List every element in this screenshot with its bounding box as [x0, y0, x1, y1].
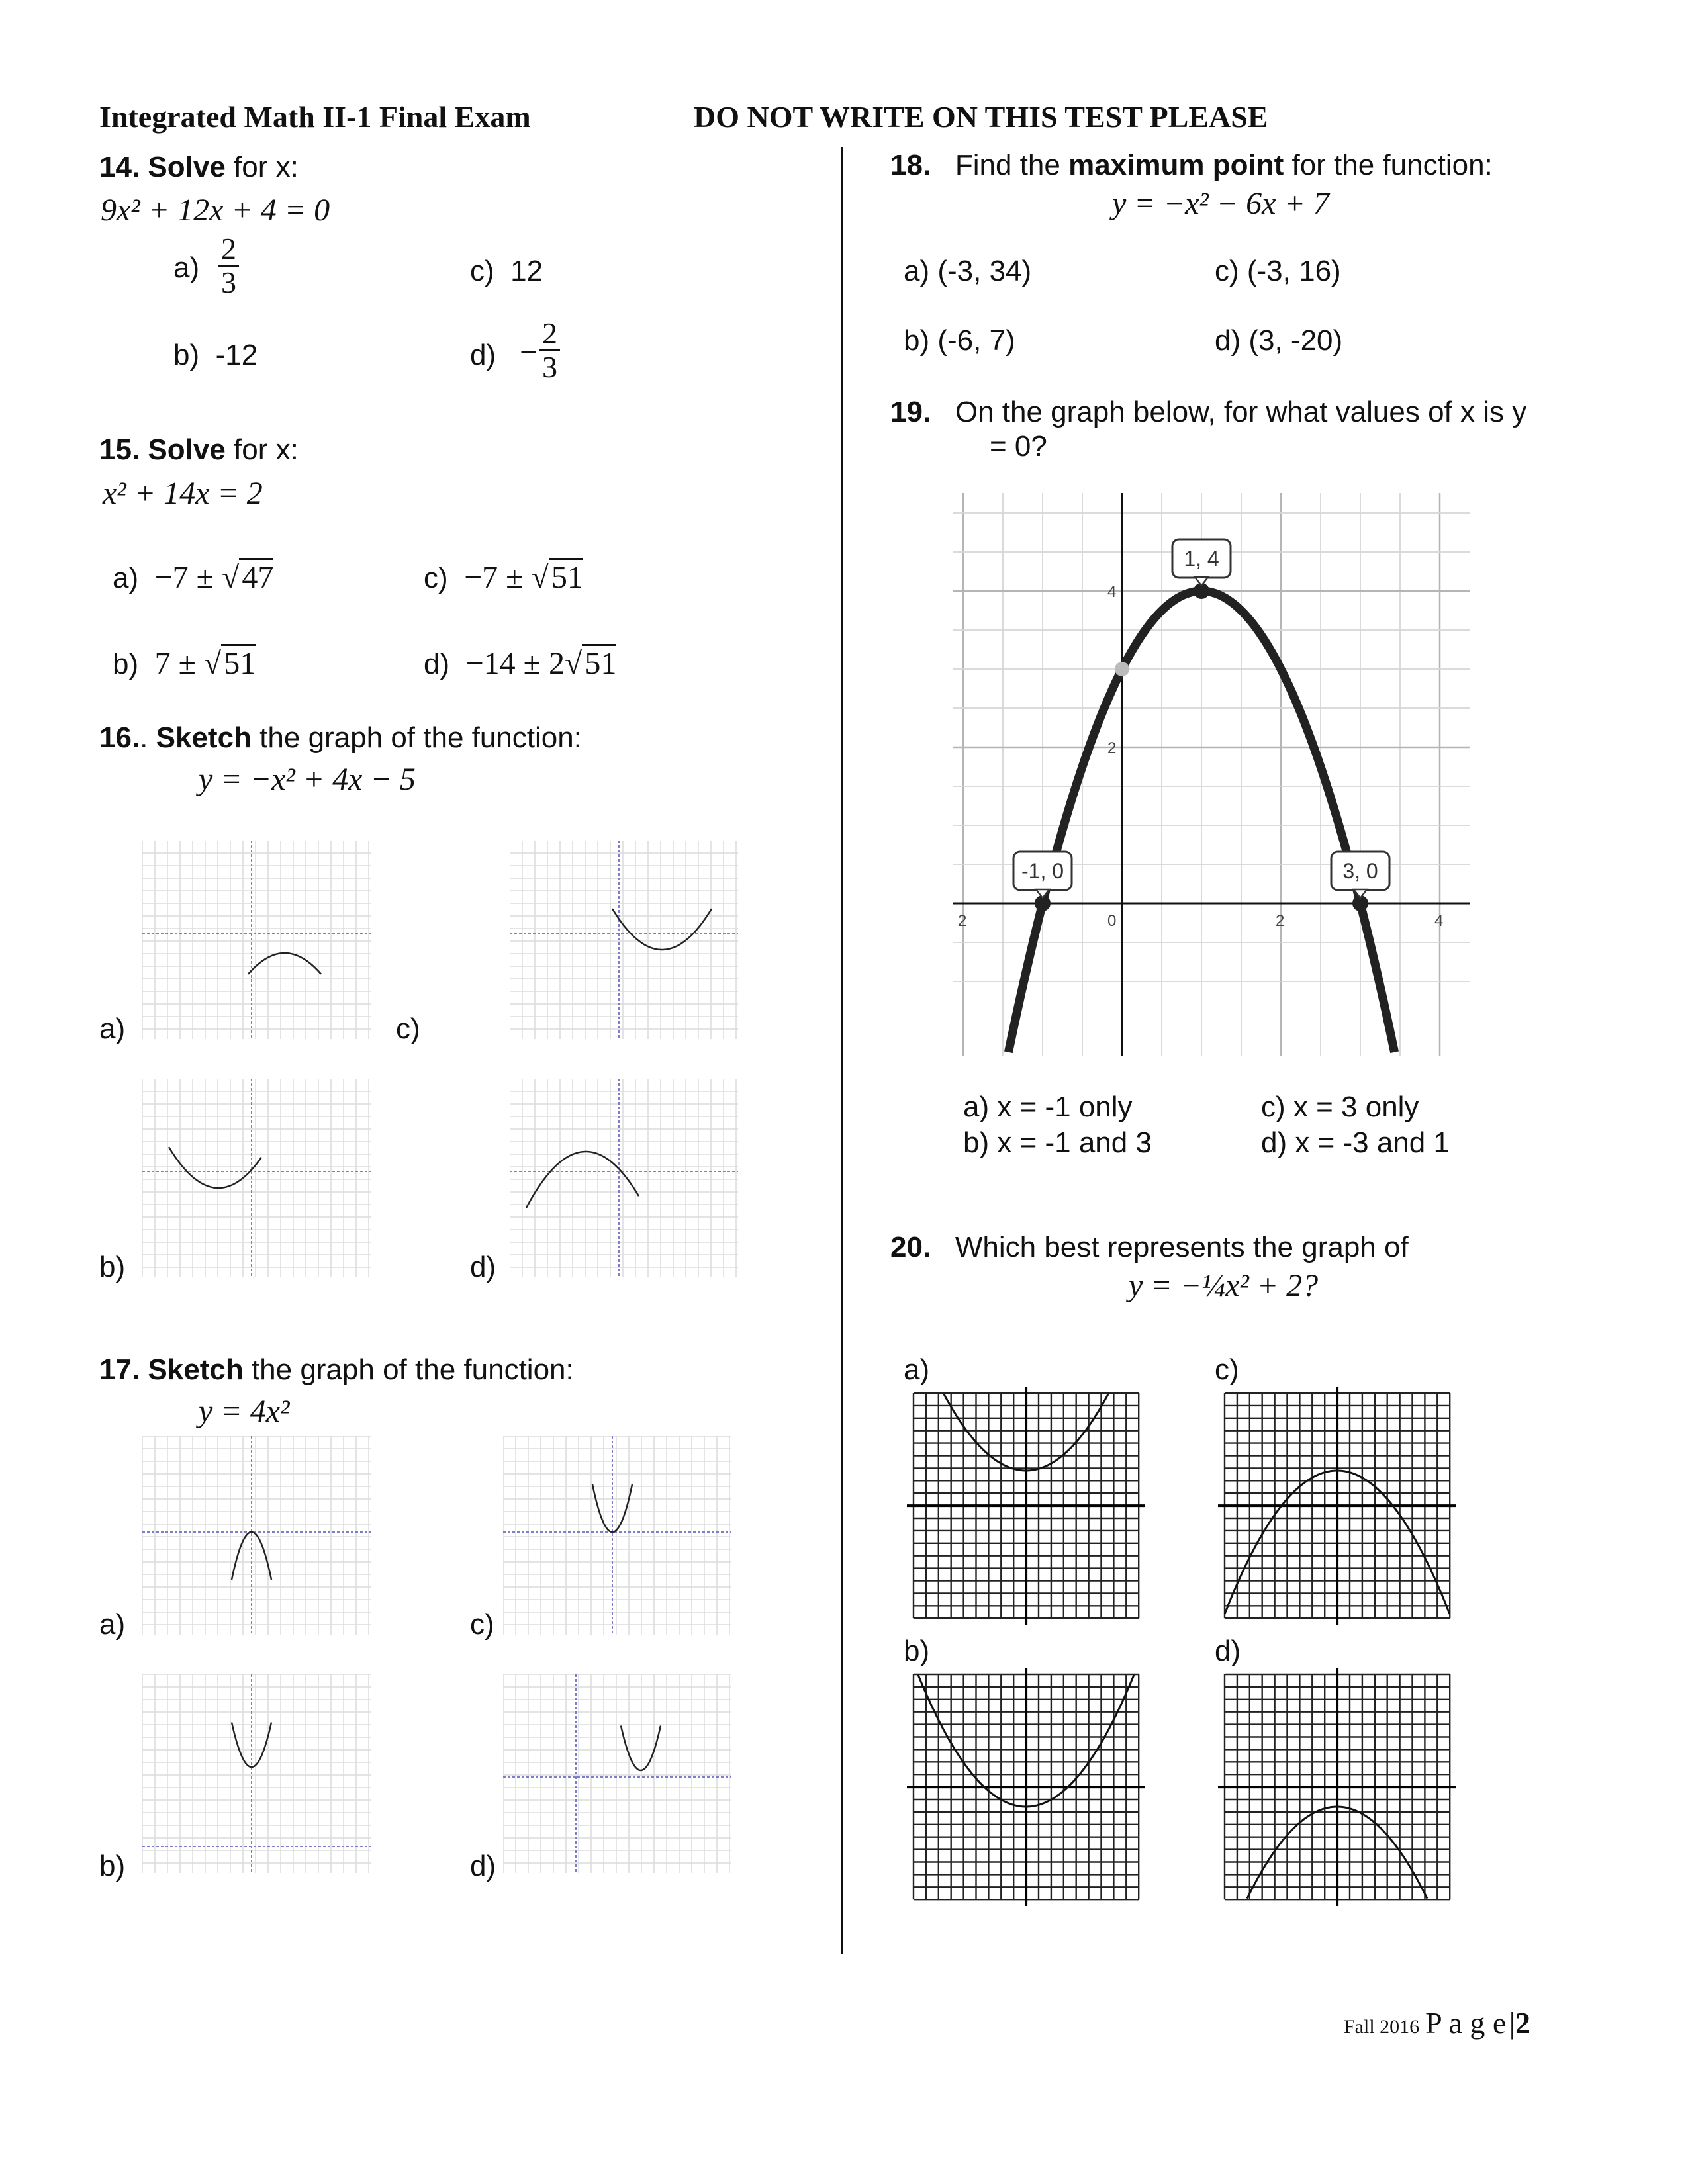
q16-prompt — [99, 721, 582, 754]
q15-a-prefix: −7 ± √ — [154, 560, 240, 595]
q20-prompt — [890, 1231, 1409, 1264]
q18-equation: y = −x² − 6x + 7 — [1112, 186, 1329, 221]
y-tick-label: 4 — [1107, 583, 1117, 601]
q15-a-label: a) — [113, 562, 139, 594]
q20-label-a[interactable]: a) — [904, 1353, 930, 1386]
q16-extra: . — [140, 721, 148, 754]
q19-number: 19. — [890, 396, 931, 428]
q15-c-rad: 51 — [549, 558, 583, 595]
q15-d-label: d) — [424, 648, 450, 680]
q14-d-fraction — [539, 318, 560, 384]
q16-label-a[interactable]: a) — [99, 1013, 126, 1045]
q14-d-label: d) — [470, 339, 496, 371]
q16-rest: the graph of the function: — [259, 721, 582, 754]
q17-graph-a[interactable] — [142, 1436, 371, 1635]
q19-choice-b[interactable]: b) x = -1 and 3 — [963, 1126, 1152, 1159]
q14-a-den: 3 — [221, 265, 236, 300]
q20-label-b[interactable]: b) — [904, 1635, 930, 1667]
q18-bold: maximum point — [1068, 149, 1284, 181]
point-label: 3, 0 — [1342, 859, 1378, 883]
q15-c-prefix: −7 ± √ — [464, 560, 549, 595]
q14-number: 14. — [99, 151, 140, 183]
q16-label-b[interactable]: b) — [99, 1251, 126, 1283]
q20-text: Which best represents the graph of — [955, 1231, 1409, 1263]
q19-choice-a[interactable]: a) x = -1 only — [963, 1091, 1133, 1123]
q15-a-rad: 47 — [239, 558, 273, 595]
q14-prompt — [99, 151, 299, 184]
q19-choice-c[interactable]: c) x = 3 only — [1261, 1091, 1419, 1123]
q18-number: 18. — [890, 149, 931, 181]
footer-page-word: P a g e — [1425, 2006, 1507, 2040]
q15-number: 15. — [99, 433, 140, 466]
q15-rest: for x: — [234, 433, 299, 466]
q17-number: 17. — [99, 1353, 140, 1386]
q20-label-d[interactable]: d) — [1215, 1635, 1241, 1667]
footer-page-number: 2 — [1515, 2006, 1530, 2040]
q15-choice-d[interactable] — [424, 645, 616, 682]
q17-label-c[interactable]: c) — [470, 1608, 494, 1641]
footer-term: Fall 2016 — [1344, 2016, 1420, 2038]
x-tick-label: 2 — [958, 912, 967, 930]
parabola-curve — [612, 909, 712, 950]
footer-sep: | — [1509, 2006, 1515, 2040]
q14-choice-a[interactable] — [173, 251, 199, 285]
x-tick-label: 2 — [1276, 912, 1285, 930]
q14-a-fraction — [218, 233, 239, 299]
parabola-curve — [621, 1726, 661, 1771]
y-tick-label: 2 — [1107, 739, 1117, 757]
y-intercept-point — [1115, 662, 1129, 676]
q15-choice-a[interactable] — [113, 559, 273, 596]
q16-graph-c[interactable] — [510, 841, 738, 1039]
q15-d-prefix: −14 ± 2√ — [465, 646, 583, 681]
exam-notice: DO NOT WRITE ON THIS TEST PLEASE — [694, 100, 1268, 134]
q18-post: for the function: — [1291, 149, 1493, 181]
q16-equation: y = −x² + 4x − 5 — [199, 762, 416, 797]
q16-verb: Sketch — [156, 721, 252, 754]
q14-c-value: 12 — [510, 255, 543, 287]
parabola-curve — [169, 1147, 261, 1188]
q18-choice-a[interactable]: a) (-3, 34) — [904, 255, 1032, 287]
q14-a-num: 2 — [218, 233, 239, 267]
q17-label-a[interactable]: a) — [99, 1608, 126, 1641]
q15-b-prefix: 7 ± √ — [154, 646, 222, 681]
x-tick-label: 0 — [1107, 912, 1117, 930]
q17-prompt — [99, 1353, 574, 1387]
q16-label-c[interactable]: c) — [396, 1013, 420, 1045]
q14-b-value: -12 — [215, 339, 258, 371]
q14-d-sign: − — [520, 335, 538, 370]
point-label: 1, 4 — [1184, 547, 1219, 570]
q14-a-label: a) — [173, 251, 200, 284]
q19-prompt-line2: = 0? — [990, 430, 1047, 463]
q19-graph[interactable] — [953, 493, 1470, 1056]
q20-label-c[interactable]: c) — [1215, 1353, 1239, 1386]
q14-d-den: 3 — [542, 350, 557, 385]
q17-rest: the graph of the function: — [251, 1353, 574, 1386]
q14-b-label: b) — [173, 339, 200, 371]
q17-label-b[interactable]: b) — [99, 1850, 126, 1882]
q15-c-label: c) — [424, 562, 448, 594]
q15-d-rad: 51 — [582, 644, 616, 681]
q14-choice-c[interactable] — [470, 255, 543, 288]
q16-number: 16. — [99, 721, 140, 754]
q14-verb: Solve — [148, 151, 226, 183]
q18-choice-d[interactable]: d) (3, -20) — [1215, 324, 1343, 357]
q15-choice-c[interactable] — [424, 559, 583, 596]
q15-verb: Solve — [148, 433, 226, 466]
column-divider — [841, 147, 843, 1954]
q19-line1: On the graph below, for what values of x is y — [955, 396, 1527, 428]
q19-prompt-line1 — [890, 396, 1526, 429]
q17-verb: Sketch — [148, 1353, 244, 1386]
q18-prompt — [890, 149, 1493, 182]
q17-graph-d[interactable] — [503, 1674, 731, 1873]
q20-number: 20. — [890, 1231, 931, 1263]
q20-graph-d[interactable] — [1218, 1668, 1456, 1906]
q18-choice-c[interactable]: c) (-3, 16) — [1215, 255, 1341, 287]
q14-choice-d[interactable] — [470, 339, 496, 372]
q20-equation: y = −¼x² + 2? — [1129, 1268, 1319, 1303]
q16-graph-b[interactable] — [142, 1079, 371, 1277]
q14-choice-b[interactable] — [173, 339, 258, 372]
q15-choice-b[interactable] — [113, 645, 256, 682]
q17-equation: y = 4x² — [199, 1394, 290, 1429]
exam-title: Integrated Math II-1 Final Exam — [99, 100, 531, 134]
q15-equation: x² + 14x = 2 — [103, 476, 263, 511]
q17-graph-c[interactable] — [503, 1436, 731, 1635]
x-tick-label: 4 — [1434, 912, 1444, 930]
q14-rest: for x: — [234, 151, 299, 183]
q20-graph-a[interactable] — [907, 1387, 1145, 1625]
q20-graph-c[interactable] — [1218, 1387, 1456, 1625]
q14-d-num: 2 — [539, 318, 560, 351]
q18-pre: Find the — [955, 149, 1060, 181]
q14-c-label: c) — [470, 255, 494, 287]
q18-choice-b[interactable]: b) (-6, 7) — [904, 324, 1015, 357]
q16-label-d[interactable]: d) — [470, 1251, 496, 1283]
q19-choice-d[interactable]: d) x = -3 and 1 — [1261, 1126, 1450, 1159]
q15-b-rad: 51 — [221, 644, 256, 681]
point-label: -1, 0 — [1021, 859, 1064, 883]
q14-equation: 9x² + 12x + 4 = 0 — [101, 193, 330, 228]
page-footer — [1344, 2005, 1530, 2040]
q15-b-label: b) — [113, 648, 139, 680]
parabola-curve — [248, 953, 321, 974]
q17-graph-b[interactable] — [142, 1674, 371, 1873]
point-label-pointer — [1195, 577, 1208, 586]
q16-graph-d[interactable] — [510, 1079, 738, 1277]
q20-graph-b[interactable] — [907, 1668, 1145, 1906]
q17-label-d[interactable]: d) — [470, 1850, 496, 1882]
q15-prompt — [99, 433, 299, 467]
q16-graph-a[interactable] — [142, 841, 371, 1039]
